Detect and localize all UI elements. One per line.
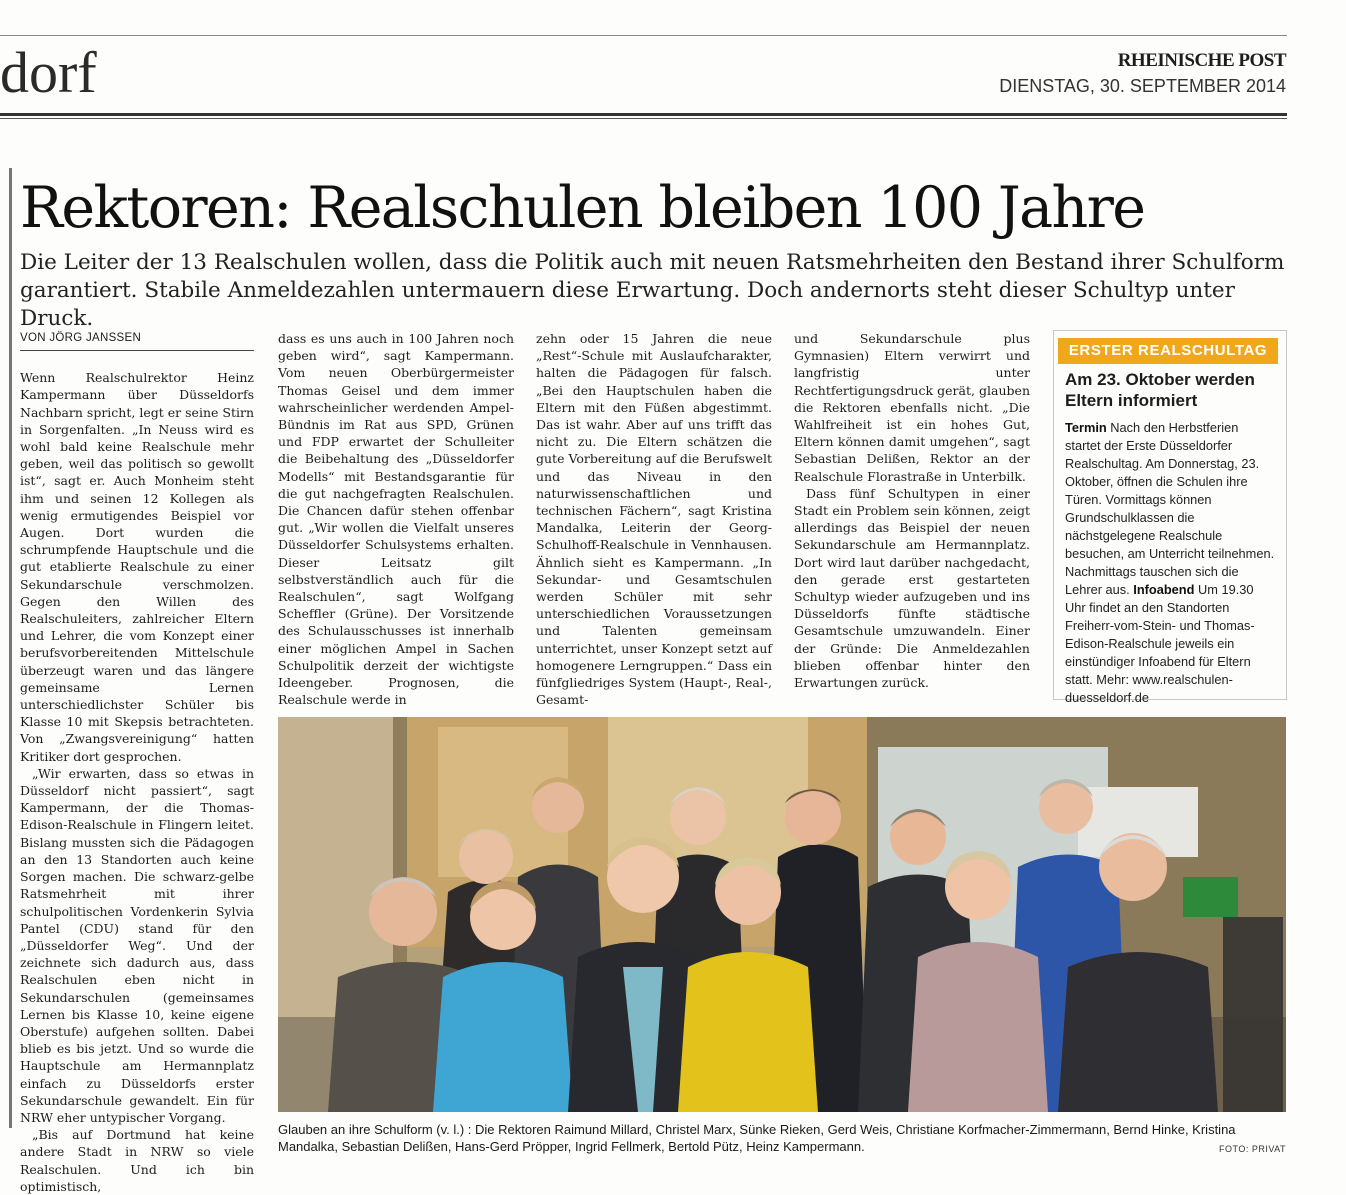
article-column-1 — [20, 330, 254, 1195]
paragraph: dass es uns auch in 100 Jahren noch geben wird“, sagt Kampermann. Vom neuen Oberbürgermeister Thomas Geisel und dem immer wahrscheinlicher werdenden Ampel-Bündnis im Rat aus SPD, Grünen und FDP erwartet der Schulleiter die Beibehaltung des „Düsseldorfer Modells“ mit Bestandsgarantie für die gut nachgefragten Realschulen. Die Chancen dafür stehen offenbar gut. „Wir wollen die Vielfalt unseres Düsseldorfer Schulsystems erhalten. Dieser Leitsatz gilt selbstverständlich auch für die Realschulen“, sagt Wolfgang Scheffler (Grüne). Der Vorsitzende des Schulausschusses ist innerhalb einer möglichen Ampel in Sachen Schulpolitik derzeit der wichtigste Ideengeber. Prognosen, die Realschule werde in — [278, 331, 514, 708]
paragraph: „Wir erwarten, dass so etwas in Düsseldorf nicht passiert“, sagt Kampermann, der die Thomas-Edison-Realschule in Flingern leitet. Bislang mussten sich die Pädagogen an den 13 Standorten auch keine Sorgen machen. Die schwarz-gelbe Ratsmehrheit mit ihrer schulpolitischen Vordenkerin Sylvia Pantel (CDU) stand für den „Düsseldorfer Weg“. Und der zeichnete sich dadurch aus, dass Realschulen eben nicht in Sekundarschulen (gemeinsames Lernen bis Klasse 10, keine eigene Oberstufe) aufgehen sollten. Dabei blieb es bis jetzt. Und so wurde die Hauptschule am Hermannplatz einfach zu Düsseldorfs erster Sekundarschule gewandelt. Ein für NRW eher untypischer Vorgang. — [20, 765, 254, 1125]
paragraph: Dass fünf Schultypen in einer Stadt ein Problem sein können, zeigt allerdings das Beispiel der neuen Sekundarschule am Hermannplatz. Dort wird laut darüber nachgedacht, den gerade erst gestarteten Schultyp wieder aufzugeben und ins Düsseldorfs fünfte städtische Gesamtschule umzuwandeln. Einer der Gründe: Die Anmeldezahlen blieben offenbar hinter den Erwartungen zurück. — [794, 485, 1030, 691]
subheadline: Die Leiter der 13 Realschulen wollen, dass die Politik auch mit neuen Ratsmehrheiten den Bestand ihrer Schulform garantiert. Stabile Anmeldezahlen untermauern diese Erwartung. Doch andernorts steht dieser Schultyp unter Druck. — [20, 250, 1285, 331]
article-column-2 — [278, 330, 514, 708]
top-rule — [0, 35, 1287, 36]
photo-caption: Glauben an ihre Schulform (v. l.) : Die Rektoren Raimund Millard, Christel Marx, Sünke Rieken, Gerd Weis, Christiane Korfmacher-Zimmermann, Bernd Hinke, Kristina Mandalka, Sebastian Delißen, Hans-Gerd Pröpper, Ingrid Fellmerk, Bertold Pütz, Heinz Kampermann. — [278, 1122, 1236, 1154]
info-box-title: Am 23. Oktober werden Eltern informiert — [1065, 370, 1255, 410]
byline: VON JÖRG JANSSEN — [20, 330, 254, 351]
masthead-rule-thin — [0, 118, 1287, 119]
info-box-tag: ERSTER REALSCHULTAG — [1058, 338, 1278, 364]
issue-date: DIENSTAG, 30. SEPTEMBER 2014 — [999, 76, 1286, 96]
termin-text: Nach den Herbstferien startet der Erste Düsseldorfer Realschultag. Am Donnerstag, 23. Oktober, öffnen die Schulen ihre Türen. Vormittags können Grundschulklassen die nächstgelegene Realschule besuchen, am Unterricht teilnehmen. Nachmittags tauschen sich die Lehrer aus. — [1065, 420, 1275, 597]
photo-credit: FOTO: PRIVAT — [1218, 1144, 1286, 1154]
info-box — [1053, 330, 1287, 705]
section-title: dorf — [0, 40, 97, 105]
newspaper-name: RHEINISCHE POST — [1117, 50, 1286, 71]
paragraph: Wenn Realschulrektor Heinz Kampermann über Düsseldorfs Nachbarn spricht, legt er seine Stirn in Sorgenfalten. „In Neuss wird es wohl bald keine Realschule mehr geben, weil das politisch so gewollt ist“, sagt er. Auch Monheim steht ihm und seinen 12 Kollegen als wenig ermutigendes Beispiel vor Augen. Dort wurden die schrumpfende Hauptschule und die gut etablierte Realschule zu einer Sekundarschule verschmolzen. Gegen den Willen des Realschuleiters, zahlreicher Eltern und Lehrer, die vom Konzept einer berufsvorbereitenden Mittelschule überzeugt waren und das längere gemeinsame Lernen unterschiedlichster Schüler bis Klasse 10 mit Skepsis betrachteten. Von „Zwangsvereinigung“ hatten Kritiker dort gesprochen. — [20, 370, 254, 764]
headline: Rektoren: Realschulen bleiben 100 Jahre — [20, 175, 1145, 241]
paragraph: und Sekundarschule plus Gymnasien) Eltern verwirrt und langfristig unter Rechtfertigungsdruck gerät, glauben die Rektoren ebenfalls nicht. „Die Wahlfreiheit ist ein hohes Gut, Eltern können damit umgehen“, sagt Sebastian Delißen, Rektor an der Realschule Florastraße in Unterbilk. — [794, 331, 1030, 484]
infoabend-label: Infoabend — [1133, 582, 1195, 597]
paragraph: zehn oder 15 Jahren die neue „Rest“-Schule mit Auslaufcharakter, halten die Pädagogen für falsch. „Bei den Hauptschulen haben die Eltern mit den Füßen abgestimmt. Das ist wahr. Aber auf uns trifft das nicht zu. Die Eltern schätzen die gute Vorbereitung auf die Berufswelt und das Niveau in den naturwissenschaftlichen und technischen Fächern“, sagt Kristina Mandalka, Leiterin der Georg-Schulhoff-Realschule in Vennhausen. Ähnlich sieht es Kampermann. „In Sekundar- und Gesamtschulen werden Schüler mit sehr unterschiedlichen Voraussetzungen und Talenten gemeinsam unterrichtet, unser Konzept setzt auf homogenere Lerngruppen.“ Dass ein fünfgliedriges System (Haupt-, Real-, Gesamt- — [536, 331, 772, 708]
article-column-3 — [536, 330, 772, 708]
paragraph: „Bis auf Dortmund hat keine andere Stadt in NRW so viele Realschulen. Und ich bin optimistisch, — [20, 1127, 254, 1194]
article-column-4 — [794, 330, 1030, 691]
termin-label: Termin — [1065, 420, 1107, 435]
group-photo — [278, 717, 1286, 1112]
infoabend-text: Um 19.30 Uhr findet an den Standorten Freiherr-vom-Stein- und Thomas-Edison-Realschule jeweils ein einstündiger Infoabend für Eltern statt. Mehr: www.realschulen-duesseldorf.de — [1065, 582, 1255, 705]
left-margin-bar — [9, 168, 12, 1128]
masthead-rule-thick — [0, 113, 1287, 116]
info-box-body — [1065, 419, 1277, 707]
